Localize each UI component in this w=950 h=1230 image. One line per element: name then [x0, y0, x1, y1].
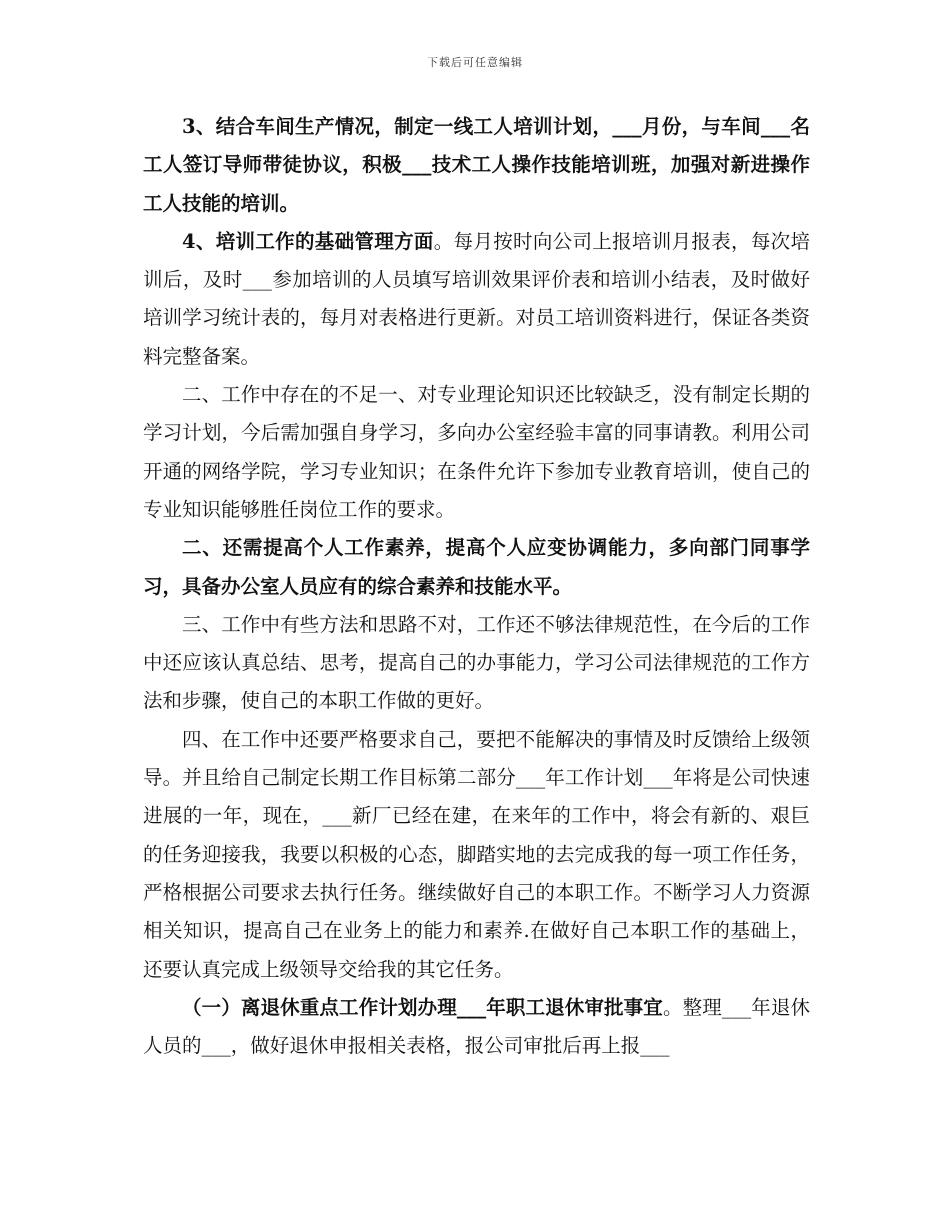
- paragraph-workshop-training: [143, 108, 810, 223]
- paragraph-text: 四、在工作中还要严格要求自己，要把不能解决的事情及时反馈给上级领导。并且给自己制定长期工作目标第二部分___年工作计划___年将是公司快速进展的一年，现在，___新厂已经在建，在来年的工作中，将会有新的、艰巨的任务迎接我，我要以积极的心态，脚踏实地的去完成我的每一项工作任务，严格根据公司要求去执行任务。继续做好自己的本职工作。不断学习人力资源相关知识，提高自己在业务上的能力和素养.在做好自己本职工作的基础上，还要认真完成上级领导交给我的其它任务。: [143, 727, 810, 981]
- paragraph-retirement: [143, 989, 810, 1066]
- paragraph-text: 二、工作中存在的不足一、对专业理论知识还比较缺乏，没有制定长期的学习计划，今后需加强自身学习，多向办公室经验丰富的同事请教。利用公司开通的网络学院，学习专业知识；在条件允许下参加专业教育培训，使自己的专业知识能够胜任岗位工作的要求。: [143, 383, 810, 521]
- paragraph-text: 三、工作中有些方法和思路不对，工作还不够法律规范性，在今后的工作中还应该认真总结、思考，提高自己的办事能力，学习公司法律规范的工作方法和步骤，使自己的本职工作做的更好。: [143, 612, 810, 713]
- paragraph-work-plan: [143, 721, 810, 989]
- paragraph-text: 。整理___年退休人员的___，做好退休申报相关表格，报公司审批后再上报___: [143, 995, 810, 1058]
- paragraph-lead: 4、培训工作的基础管理方面: [182, 229, 434, 253]
- paragraph-text: 。每月按时向公司上报培训月报表，每次培训后，及时___参加培训的人员填写培训效果评价表和培训小结表，及时做好培训学习统计表的，每月对表格进行更新。对员工培训资料进行，保证各类资料完整备案。: [143, 229, 810, 368]
- paragraph-shortcomings: [143, 376, 810, 529]
- document-body: [143, 108, 810, 1065]
- paragraph-training-management: [143, 223, 810, 376]
- paragraph-improve-quality: [143, 529, 810, 606]
- paragraph-lead: （一）离退休重点工作计划办理___年职工退休审批事宜: [182, 995, 663, 1019]
- page-header: 下载后可任意编辑: [427, 56, 523, 69]
- paragraph-lead: 3、结合车间生产情况，制定一线工人培训计划，___月份，与车间___名工人签订导师带徒协议，积极___技术工人操作技能培训班，加强对新进操作工人技能的培训。: [143, 115, 810, 215]
- paragraph-methods: [143, 606, 810, 721]
- paragraph-lead: 二、还需提高个人工作素养，提高个人应变协调能力，多向部门同事学习，具备办公室人员应有的综合素养和技能水平。: [143, 536, 810, 598]
